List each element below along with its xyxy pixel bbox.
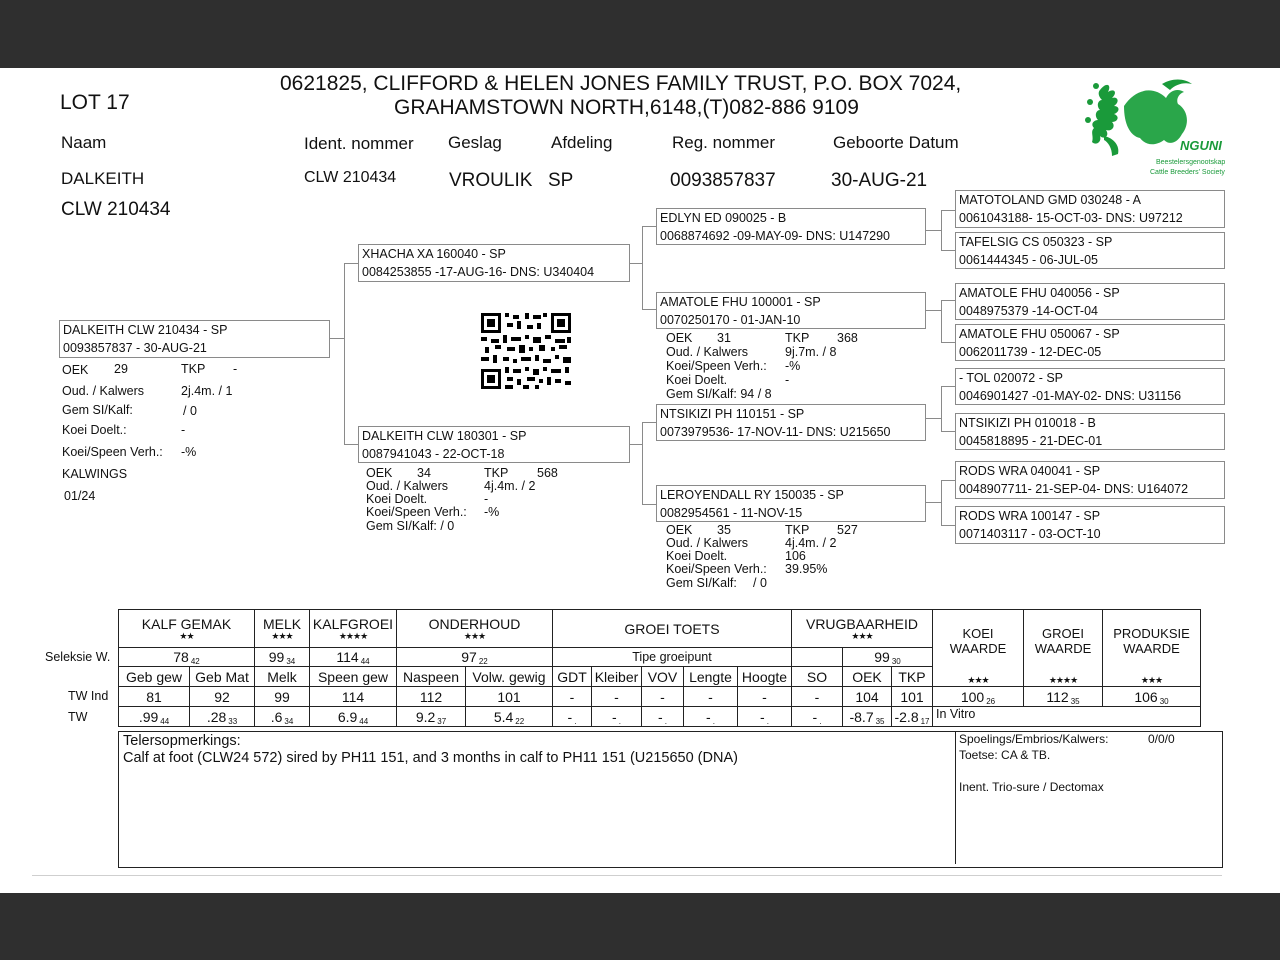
animal-koei-label: Koei Doelt.: bbox=[62, 423, 127, 437]
naam-value-2: CLW 210434 bbox=[61, 199, 171, 220]
connector bbox=[642, 226, 643, 309]
dd-koei-label: Koei Doelt. bbox=[666, 549, 728, 563]
ggp-name: TAFELSIG CS 050323 - SP bbox=[959, 235, 1113, 249]
twind-cell: 99 bbox=[255, 687, 310, 707]
rating-stars: ★★★ bbox=[463, 631, 486, 641]
connector bbox=[941, 480, 942, 525]
ggp-reg: 0061043188- 15-OCT-03- DNS: U97212 bbox=[959, 211, 1183, 225]
sd-tkp-label: TKP bbox=[785, 331, 810, 345]
animal-tkp: - bbox=[233, 362, 238, 376]
sire-name: XHACHA XA 160040 - SP bbox=[362, 247, 506, 261]
twind-cell: 112 bbox=[397, 687, 466, 707]
connector bbox=[329, 338, 344, 339]
great-grandparent-box bbox=[955, 413, 1225, 450]
sd-tkp: 368 bbox=[837, 331, 858, 345]
sd-koei: - bbox=[785, 373, 790, 387]
sire-reg: 0084253855 -17-AUG-16- DNS: U340404 bbox=[362, 265, 595, 279]
connector bbox=[926, 502, 941, 503]
produksie-waarde-value: 106 $_{30}$ bbox=[1103, 687, 1201, 707]
tw-cell: - $_.$ bbox=[553, 707, 592, 727]
dam-speen: -% bbox=[484, 505, 500, 519]
tw-cell: -8.7 $_{35}$ bbox=[843, 707, 892, 727]
geslag-label: Geslag bbox=[448, 133, 502, 152]
tw-cell: 9.2 $_{37}$ bbox=[397, 707, 466, 727]
naam-label: Naam bbox=[61, 133, 107, 152]
spoelings-value: 0/0/0 bbox=[1148, 732, 1175, 746]
top-dark-band bbox=[0, 0, 1280, 68]
seleksie-so-empty bbox=[792, 648, 843, 667]
rating-stars: ★★★ bbox=[967, 675, 989, 685]
col-speen-gew: Speen gew bbox=[310, 667, 397, 687]
great-grandparent-box bbox=[955, 461, 1225, 499]
seleksie-onderhoud: 97 $_{22}$ bbox=[397, 648, 553, 667]
col-geb-gew: Geb gew bbox=[119, 667, 190, 687]
owner-address-line2: GRAHAMSTOWN NORTH,6148,(T)082-886 9109 bbox=[394, 96, 859, 119]
dam-name: DALKEITH CLW 180301 - SP bbox=[362, 429, 527, 443]
rating-stars: ★★★★ bbox=[1048, 675, 1078, 685]
col-volw-gewig: Volw. gewig bbox=[466, 667, 553, 687]
ggp-name: RODS WRA 040041 - SP bbox=[959, 464, 1101, 478]
nguni-logo bbox=[1084, 76, 1234, 182]
animal-tkp-label: TKP bbox=[181, 362, 206, 376]
dam-sire-name: NTSIKIZI PH 110151 - SP bbox=[660, 407, 805, 421]
ident-label: Ident. nommer bbox=[304, 134, 414, 153]
seleksie-kalfgroei: 114 $_{44}$ bbox=[310, 648, 397, 667]
twind-cell: - bbox=[684, 687, 738, 707]
connector bbox=[344, 263, 359, 264]
animal-oek: 29 bbox=[114, 362, 128, 376]
dam-oud: 4j.4m. / 2 bbox=[484, 479, 536, 493]
tipe-groeipunt: Tipe groeipunt bbox=[553, 648, 792, 667]
tw-cell: - $_.$ bbox=[738, 707, 792, 727]
sire-sire-box bbox=[656, 208, 926, 245]
connector bbox=[941, 250, 956, 251]
sire-dam-name: AMATOLE FHU 100001 - SP bbox=[660, 295, 821, 309]
animal-oud: 2j.4m. / 1 bbox=[181, 384, 233, 398]
connector bbox=[642, 504, 656, 505]
ggp-name: - TOL 020072 - SP bbox=[959, 371, 1063, 385]
twind-cell: 81 bbox=[119, 687, 190, 707]
ggp-reg: 0048975379 -14-OCT-04 bbox=[959, 304, 1098, 318]
koei-waarde-value: 100 $_{26}$ bbox=[933, 687, 1024, 707]
animal-box bbox=[59, 320, 330, 358]
connector bbox=[941, 386, 942, 431]
groei-waarde-header: GROEI WAARDE ★★★★ bbox=[1024, 610, 1103, 687]
twind-cell: - bbox=[642, 687, 684, 707]
connector bbox=[926, 310, 941, 311]
spoelings-label: Spoelings/Embrios/Kalwers: bbox=[959, 732, 1109, 746]
reg-value: 0093857837 bbox=[670, 170, 776, 191]
inent: Inent. Trio-sure / Dectomax bbox=[959, 780, 1104, 794]
in-vitro: In Vitro bbox=[933, 707, 1201, 727]
reg-label: Reg. nommer bbox=[672, 133, 775, 152]
remarks-label: Telersopmerkings: bbox=[123, 733, 241, 749]
sd-oud: 9j.7m. / 8 bbox=[785, 345, 837, 359]
afdeling-value: SP bbox=[548, 170, 574, 191]
lot-number: LOT 17 bbox=[60, 91, 130, 114]
qr-code-icon bbox=[481, 313, 571, 389]
bottom-dark-band bbox=[0, 893, 1280, 960]
rating-stars: ★★★ bbox=[851, 631, 873, 641]
group-groei-toets: GROEI TOETS bbox=[553, 610, 792, 648]
dam-dam-reg: 0082954561 - 11-NOV-15 bbox=[660, 506, 803, 520]
dam-dam-box bbox=[656, 485, 926, 522]
dd-oek-label: OEK bbox=[666, 523, 693, 537]
dam-box bbox=[358, 426, 630, 463]
twind-cell: - bbox=[553, 687, 592, 707]
dam-koei: - bbox=[484, 492, 489, 506]
tw-cell: .6 $_{34}$ bbox=[255, 707, 310, 727]
connector bbox=[629, 263, 642, 264]
owner-address-line1: 0621825, CLIFFORD & HELEN JONES FAMILY TRUST, P.O. BOX 7024, bbox=[280, 72, 962, 95]
dam-oud-label: Oud. / Kalwers bbox=[366, 479, 448, 493]
dam-oek: 34 bbox=[417, 466, 431, 480]
dam-reg: 0087941043 - 22-OCT-18 bbox=[362, 447, 505, 461]
logo-sub1: Beestelersgenootskap bbox=[1156, 159, 1226, 166]
connector bbox=[642, 422, 643, 504]
ggp-reg: 0045818895 - 21-DEC-01 bbox=[959, 434, 1103, 448]
dd-tkp-label: TKP bbox=[785, 523, 810, 537]
connector bbox=[629, 444, 642, 445]
dam-koei-label: Koei Doelt. bbox=[366, 492, 428, 506]
dd-tkp: 527 bbox=[837, 523, 858, 537]
connector bbox=[642, 422, 656, 423]
toetse: Toetse: CA & TB. bbox=[959, 748, 1051, 762]
dam-speen-label: Koei/Speen Verh.: bbox=[366, 505, 467, 519]
dd-speen: 39.95% bbox=[785, 562, 828, 576]
ggp-reg: 0048907711- 21-SEP-04- DNS: U164072 bbox=[959, 482, 1189, 496]
tw-cell: .99 $_{44}$ bbox=[119, 707, 190, 727]
ggp-reg: 0061444345 - 06-JUL-05 bbox=[959, 253, 1098, 267]
col-tkp: TKP bbox=[892, 667, 933, 687]
kalwings-label: KALWINGS bbox=[62, 467, 128, 481]
col-oek: OEK bbox=[843, 667, 892, 687]
group-onderhoud: ONDERHOUD ★★★ bbox=[397, 610, 553, 648]
twind-cell: 92 bbox=[190, 687, 255, 707]
connector bbox=[941, 525, 956, 526]
group-melk: MELK ★★★ bbox=[255, 610, 310, 648]
rating-stars: ★★ bbox=[179, 631, 194, 641]
group-vrugbaarheid: VRUGBAARHEID ★★★ bbox=[792, 610, 933, 648]
twind-cell: 101 bbox=[892, 687, 933, 707]
connector bbox=[941, 480, 956, 481]
dd-gem-label: Gem SI/Kalf: bbox=[666, 576, 737, 590]
koei-waarde-header: KOEI WAARDE ★★★ bbox=[933, 610, 1024, 687]
animal-speen: -% bbox=[181, 445, 197, 459]
tw-cell: - $_.$ bbox=[592, 707, 642, 727]
seleksie-melk: 99 $_{34}$ bbox=[255, 648, 310, 667]
remarks-box bbox=[118, 731, 1223, 868]
rating-stars: ★★★ bbox=[271, 631, 293, 641]
afdeling-label: Afdeling bbox=[551, 133, 613, 152]
rating-stars: ★★★★ bbox=[338, 631, 368, 641]
produksie-waarde-header: PRODUKSIE WAARDE ★★★ bbox=[1103, 610, 1201, 687]
sd-speen-label: Koei/Speen Verh.: bbox=[666, 359, 767, 373]
row-label-seleksie: Seleksie W. bbox=[45, 650, 111, 664]
twind-cell: - bbox=[738, 687, 792, 707]
great-grandparent-box bbox=[955, 506, 1225, 544]
ggp-name: MATOTOLAND GMD 030248 - A bbox=[959, 193, 1142, 207]
dd-oud-label: Oud. / Kalwers bbox=[666, 536, 748, 550]
great-grandparent-box bbox=[955, 324, 1225, 361]
logo-nguni-text: NGUNI bbox=[1180, 138, 1222, 153]
great-grandparent-box bbox=[955, 283, 1225, 320]
sire-sire-reg: 0068874692 -09-MAY-09- DNS: U147290 bbox=[660, 229, 891, 243]
connector bbox=[941, 386, 956, 387]
sire-dam-reg: 0070250170 - 01-JAN-10 bbox=[660, 313, 801, 327]
performance-table bbox=[118, 609, 1201, 727]
dam-tkp-label: TKP bbox=[484, 466, 509, 480]
col-hoogte: Hoogte bbox=[738, 667, 792, 687]
great-grandparent-box bbox=[955, 190, 1225, 228]
connector bbox=[941, 300, 956, 301]
ggp-reg: 0062011739 - 12-DEC-05 bbox=[959, 345, 1102, 359]
sd-oek: 31 bbox=[717, 331, 731, 345]
sd-oek-label: OEK bbox=[666, 331, 693, 345]
sire-box bbox=[358, 244, 630, 282]
col-so: SO bbox=[792, 667, 843, 687]
dam-dam-name: LEROYENDALL RY 150035 - SP bbox=[660, 488, 844, 502]
tw-cell: - $_.$ bbox=[684, 707, 738, 727]
connector bbox=[926, 418, 941, 419]
connector bbox=[642, 309, 656, 310]
connector bbox=[941, 210, 956, 211]
col-naspeen: Naspeen bbox=[397, 667, 466, 687]
animal-name: DALKEITH CLW 210434 - SP bbox=[63, 323, 228, 337]
row-label-tw: TW bbox=[68, 710, 88, 724]
dd-koei: 106 bbox=[785, 549, 806, 563]
twind-cell: 104 bbox=[843, 687, 892, 707]
ggp-name: AMATOLE FHU 050067 - SP bbox=[959, 327, 1120, 341]
qr-code bbox=[481, 313, 571, 389]
groei-waarde-value: 112 $_{35}$ bbox=[1024, 687, 1103, 707]
dam-sire-reg: 0073979536- 17-NOV-11- DNS: U215650 bbox=[660, 425, 891, 439]
great-grandparent-box bbox=[955, 368, 1225, 405]
sd-koei-label: Koei Doelt. bbox=[666, 373, 728, 387]
col-geb-mat: Geb Mat bbox=[190, 667, 255, 687]
animal-oek-label: OEK bbox=[62, 363, 89, 377]
seleksie-kalf: 78 $_{42}$ bbox=[119, 648, 255, 667]
connector bbox=[344, 444, 359, 445]
geslag-value: VROULIK bbox=[449, 170, 533, 191]
connector bbox=[941, 300, 942, 342]
dd-speen-label: Koei/Speen Verh.: bbox=[666, 562, 767, 576]
geboorte-label: Geboorte Datum bbox=[833, 133, 959, 152]
sd-gem: Gem SI/Kalf: 94 / 8 bbox=[666, 387, 772, 401]
dam-gem: Gem SI/Kalf: / 0 bbox=[366, 519, 455, 533]
connector bbox=[941, 431, 956, 432]
tw-cell: .28 $_{33}$ bbox=[190, 707, 255, 727]
sd-speen: -% bbox=[785, 359, 801, 373]
animal-koei: - bbox=[181, 423, 186, 437]
ggp-name: AMATOLE FHU 040056 - SP bbox=[959, 286, 1120, 300]
sire-dam-box bbox=[656, 292, 926, 329]
connector bbox=[926, 230, 941, 231]
animal-gem-label: Gem SI/Kalf: bbox=[62, 403, 133, 417]
seleksie-vrug: 99 $_{30}$ bbox=[843, 648, 933, 667]
dd-gem: / 0 bbox=[753, 576, 767, 590]
tw-cell: 5.4 $_{22}$ bbox=[466, 707, 553, 727]
col-gdt: GDT bbox=[553, 667, 592, 687]
connector bbox=[941, 210, 942, 250]
ggp-reg: 0071403117 - 03-OCT-10 bbox=[959, 527, 1101, 541]
twind-cell: 114 bbox=[310, 687, 397, 707]
connector bbox=[941, 342, 956, 343]
twind-cell: - bbox=[792, 687, 843, 707]
col-lengte: Lengte bbox=[684, 667, 738, 687]
group-kalf-gemak: KALF GEMAK ★★ bbox=[119, 610, 255, 648]
tw-cell: - $_.$ bbox=[642, 707, 684, 727]
footer-divider bbox=[32, 875, 1222, 876]
connector bbox=[642, 226, 656, 227]
ggp-reg: 0046901427 -01-MAY-02- DNS: U31156 bbox=[959, 389, 1182, 403]
dd-oud: 4j.4m. / 2 bbox=[785, 536, 837, 550]
naam-value: DALKEITH bbox=[61, 169, 145, 188]
row-label-twind: TW Ind bbox=[68, 689, 109, 703]
animal-speen-label: Koei/Speen Verh.: bbox=[62, 445, 163, 459]
animal-reg: 0093857837 - 30-AUG-21 bbox=[63, 341, 207, 355]
group-kalfgroei: KALFGROEI ★★★★ bbox=[310, 610, 397, 648]
geboorte-value: 30-AUG-21 bbox=[831, 170, 928, 191]
ggp-name: NTSIKIZI PH 010018 - B bbox=[959, 416, 1096, 430]
animal-oud-label: Oud. / Kalwers bbox=[62, 384, 144, 398]
sd-oud-label: Oud. / Kalwers bbox=[666, 345, 748, 359]
dam-tkp: 568 bbox=[537, 466, 558, 480]
dam-oek-label: OEK bbox=[366, 466, 393, 480]
twind-cell: - bbox=[592, 687, 642, 707]
ident-value: CLW 210434 bbox=[304, 169, 397, 186]
twind-cell: 101 bbox=[466, 687, 553, 707]
kalwings-value: 01/24 bbox=[64, 489, 96, 503]
col-kleiber: Kleiber bbox=[592, 667, 642, 687]
nguni-bull-icon bbox=[1084, 76, 1234, 182]
tw-cell: 6.9 $_{44}$ bbox=[310, 707, 397, 727]
tw-cell: -2.8 $_{17}$ bbox=[892, 707, 933, 727]
col-melk: Melk bbox=[255, 667, 310, 687]
great-grandparent-box bbox=[955, 232, 1225, 269]
tw-cell: - $_.$ bbox=[792, 707, 843, 727]
dd-oek: 35 bbox=[717, 523, 731, 537]
connector bbox=[344, 263, 345, 444]
animal-gem: / 0 bbox=[183, 404, 197, 418]
ggp-name: RODS WRA 100147 - SP bbox=[959, 509, 1101, 523]
dam-sire-box bbox=[656, 404, 926, 441]
sire-sire-name: EDLYN ED 090025 - B bbox=[660, 211, 787, 225]
col-vov: VOV bbox=[642, 667, 684, 687]
remarks-divider bbox=[955, 732, 956, 864]
rating-stars: ★★★ bbox=[1140, 675, 1163, 685]
remarks-text: Calf at foot (CLW24 572) sired by PH11 151, and 3 months in calf to PH11 151 (U215650 (DNA) bbox=[123, 750, 738, 766]
logo-sub2: Cattle Breeders' Society bbox=[1150, 169, 1225, 176]
